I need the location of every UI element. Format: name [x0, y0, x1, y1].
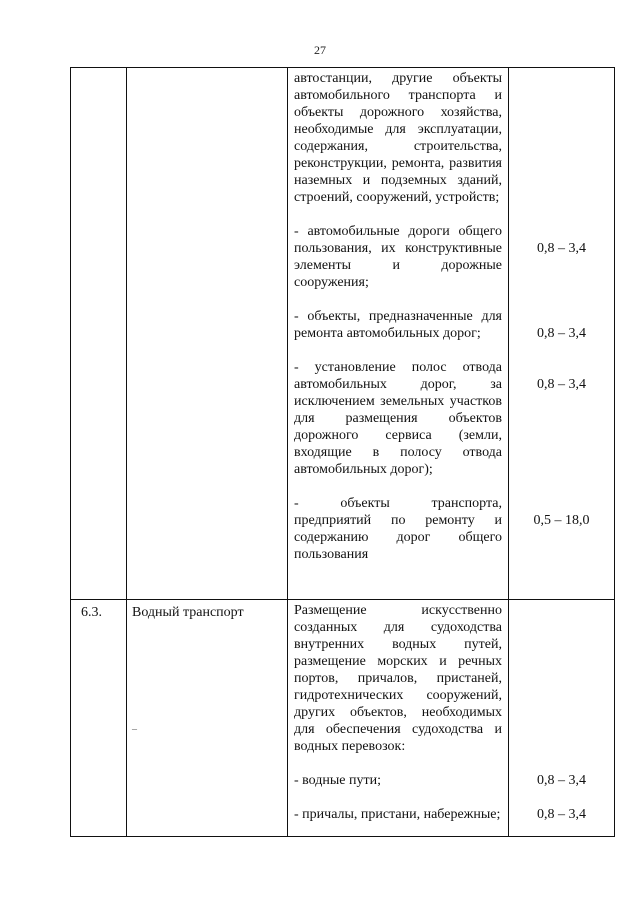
- coefficient-value: 0,5 – 18,0: [533, 513, 590, 528]
- description-item: - причалы, пристани, набережные;: [294, 807, 501, 822]
- row-number-cell: [71, 600, 127, 837]
- description-intro: автостанции, другие объекты автомобильного транспорта и объекты дорожного хозяйства, необходимые для эксплуатации, содержания, строительства, реконструкции, ремонта, развития наземных и подземных зданий, строений, сооружений, устройств;: [294, 71, 502, 205]
- coefficient-value: 0,8 – 3,4: [537, 326, 586, 341]
- coefficient-cell: [509, 600, 615, 837]
- description-cell: [288, 68, 509, 600]
- description-cell: [288, 600, 509, 837]
- description-item: - водные пути;: [294, 773, 382, 788]
- page-number: 27: [314, 43, 326, 57]
- coefficient-value: 0,8 – 3,4: [537, 241, 586, 256]
- category-name-cell: [127, 68, 288, 600]
- description-item: - автомобильные дороги общего пользования, их конструктивные элементы и дорожные сооружения;: [294, 224, 502, 290]
- category-name: Водный транспорт: [132, 605, 244, 620]
- description-item: - объекты, предназначенные для ремонта автомобильных дорог;: [294, 309, 502, 341]
- coefficient-value: 0,8 – 3,4: [537, 807, 586, 822]
- coefficient-value: 0,8 – 3,4: [537, 773, 586, 788]
- table-row: [71, 68, 615, 600]
- stray-mark: –: [132, 724, 137, 735]
- description-intro: Размещение искусственно созданных для судоходства внутренних водных путей, размещение морских и речных портов, причалов, пристаней, гидротехнических сооружений, других объектов, необходимых для обеспечения судоходства и водных перевозок:: [294, 603, 502, 754]
- description-item: - установление полос отвода автомобильных дорог, за исключением земельных участков для размещения объектов дорожного сервиса (земли, входящие в полосу отвода автомобильных дорог);: [294, 360, 502, 477]
- category-name-cell: [127, 600, 288, 837]
- table-row: [71, 600, 615, 837]
- description-item: - объекты транспорта, предприятий по ремонту и содержанию дорог общего пользования: [294, 496, 502, 562]
- row-number: 6.3.: [81, 605, 102, 620]
- row-number-cell: [71, 68, 127, 600]
- land-use-table: [70, 67, 615, 837]
- coefficient-cell: [509, 68, 615, 600]
- coefficient-value: 0,8 – 3,4: [537, 377, 586, 392]
